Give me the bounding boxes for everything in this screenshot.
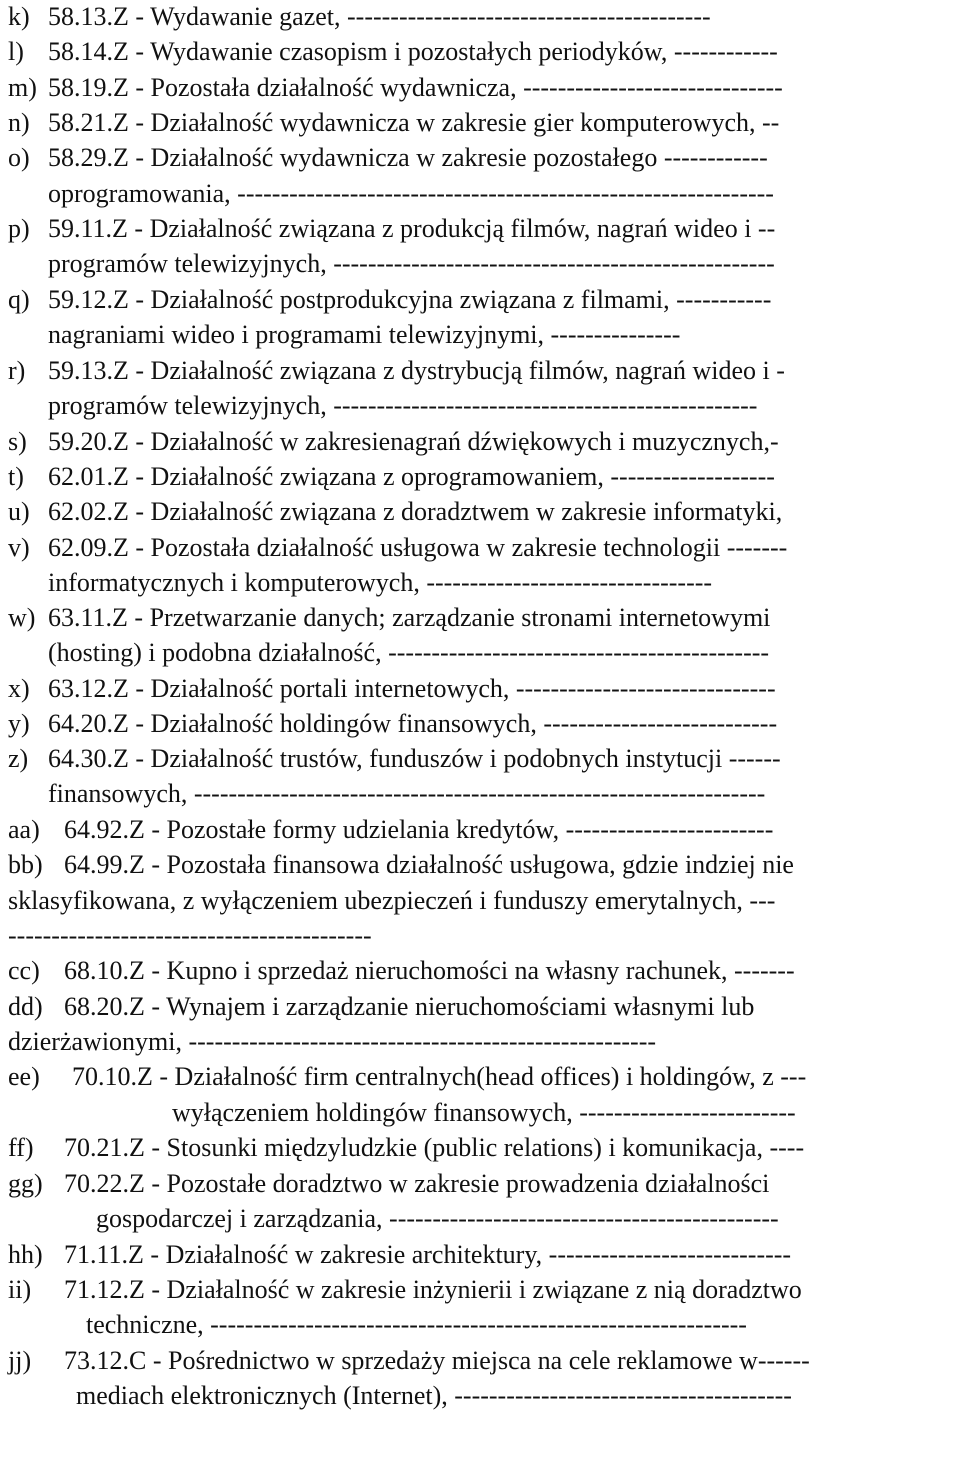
list-item-text: techniczne, -------------------------------------------------------------- [86, 1310, 747, 1339]
document-line [0, 1096, 960, 1130]
list-item-label: r) [8, 356, 26, 385]
list-item-label: n) [8, 108, 30, 137]
document-line [0, 318, 960, 352]
list-item-text: 68.10.Z - Kupno i sprzedaż nieruchomości na własny rachunek, ------- [64, 956, 795, 985]
list-item-label: hh) [8, 1240, 43, 1269]
document-line [0, 742, 960, 776]
document-line [0, 460, 960, 494]
document-line [0, 1238, 960, 1272]
list-item-label: t) [8, 462, 24, 491]
list-item-label: w) [8, 603, 36, 632]
list-item-text: 71.12.Z - Działalność w zakresie inżynierii i związane z nią doradztwo [64, 1275, 802, 1304]
list-item-label: q) [8, 285, 30, 314]
document-line [0, 0, 960, 34]
list-item-text: 58.14.Z - Wydawanie czasopism i pozostałych periodyków, ------------ [48, 37, 778, 66]
document-line [0, 884, 960, 918]
list-item-text: nagraniami wideo i programami telewizyjnymi, --------------- [48, 320, 681, 349]
list-item-text: 71.11.Z - Działalność w zakresie architektury, ---------------------------- [64, 1240, 792, 1269]
list-item-text: 68.20.Z - Wynajem i zarządzanie nieruchomościami własnymi lub [64, 992, 755, 1021]
document-line [0, 106, 960, 140]
list-item-text: 59.11.Z - Działalność związana z produkcją filmów, nagrań wideo i -- [48, 214, 776, 243]
list-item-text: (hosting) i podobna działalność, -------------------------------------------- [48, 638, 770, 667]
document-line [0, 566, 960, 600]
document-line [0, 1202, 960, 1236]
document-line [0, 1060, 960, 1094]
list-item-label: ee) [8, 1062, 40, 1091]
list-item-text: 59.12.Z - Działalność postprodukcyjna związana z filmami, ----------- [48, 285, 772, 314]
list-item-text: 62.02.Z - Działalność związana z doradztwem w zakresie informatyki, [48, 497, 783, 526]
list-item-label: jj) [8, 1346, 32, 1375]
list-item-label: x) [8, 674, 30, 703]
list-item-text: 58.29.Z - Działalność wydawnicza w zakresie pozostałego ------------ [48, 143, 768, 172]
list-item-text: 64.99.Z - Pozostała finansowa działalność usługowa, gdzie indziej nie [64, 850, 794, 879]
document-line [0, 354, 960, 388]
document-line [0, 1344, 960, 1378]
list-item-text: 63.11.Z - Przetwarzanie danych; zarządzanie stronami internetowymi [48, 603, 771, 632]
list-item-text: 64.30.Z - Działalność trustów, funduszów i podobnych instytucji ------ [48, 744, 781, 773]
document-line [0, 71, 960, 105]
list-item-label: u) [8, 497, 30, 526]
document-line [0, 848, 960, 882]
document-line [0, 425, 960, 459]
document-line [0, 531, 960, 565]
document-line [0, 1308, 960, 1342]
document-line [0, 283, 960, 317]
document-line [0, 636, 960, 670]
list-item-text: 64.92.Z - Pozostałe formy udzielania kredytów, ------------------------ [64, 815, 774, 844]
document-line [0, 777, 960, 811]
document-line [0, 813, 960, 847]
list-item-label: m) [8, 73, 37, 102]
list-item-text: 59.20.Z - Działalność w zakresienagrań dźwiękowych i muzycznych,- [48, 427, 779, 456]
list-item-label: k) [8, 2, 30, 31]
list-item-text: programów telewizyjnych, --------------------------------------------------- [48, 249, 775, 278]
document-line [0, 1167, 960, 1201]
document-line [0, 141, 960, 175]
list-item-label: p) [8, 214, 30, 243]
document-line [0, 1025, 960, 1059]
document-line [0, 1273, 960, 1307]
list-item-label: ii) [8, 1275, 32, 1304]
document-line [0, 1379, 960, 1413]
list-item-text: 62.09.Z - Pozostała działalność usługowa w zakresie technologii ------- [48, 533, 788, 562]
document-line [0, 212, 960, 246]
list-item-text: 62.01.Z - Działalność związana z oprogramowaniem, ------------------- [48, 462, 775, 491]
list-item-label: dd) [8, 992, 43, 1021]
list-item-text: 58.13.Z - Wydawanie gazet, ------------------------------------------ [48, 2, 711, 31]
document-line [0, 389, 960, 423]
document-line [0, 954, 960, 988]
list-item-text: programów telewizyjnych, ------------------------------------------------- [48, 391, 758, 420]
document-line [0, 35, 960, 69]
list-item-text: oprogramowania, -------------------------------------------------------------- [48, 179, 774, 208]
list-item-label: l) [8, 37, 24, 66]
document-line [0, 672, 960, 706]
list-item-label: gg) [8, 1169, 43, 1198]
list-item-label: y) [8, 709, 30, 738]
list-item-text: finansowych, ------------------------------------------------------------------ [48, 779, 766, 808]
document-line [0, 707, 960, 741]
list-item-text: 58.21.Z - Działalność wydawnicza w zakresie gier komputerowych, -- [48, 108, 780, 137]
list-item-text: 64.20.Z - Działalność holdingów finansowych, --------------------------- [48, 709, 778, 738]
list-item-text: 70.22.Z - Pozostałe doradztwo w zakresie prowadzenia działalności [64, 1169, 770, 1198]
list-item-text: gospodarczej i zarządzania, --------------------------------------------- [96, 1204, 779, 1233]
list-item-label: o) [8, 143, 30, 172]
document-line [0, 495, 960, 529]
list-item-text: 58.19.Z - Pozostała działalność wydawnicza, ------------------------------ [48, 73, 783, 102]
list-item-text: ------------------------------------------ [8, 921, 372, 950]
document-line [0, 601, 960, 635]
list-item-label: s) [8, 427, 27, 456]
document-line [0, 990, 960, 1024]
document-line [0, 1131, 960, 1165]
list-item-text: 59.13.Z - Działalność związana z dystrybucją filmów, nagrań wideo i - [48, 356, 785, 385]
list-item-label: bb) [8, 850, 43, 879]
list-item-text: informatycznych i komputerowych, --------------------------------- [48, 568, 713, 597]
list-item-text: 73.12.C - Pośrednictwo w sprzedaży miejsca na cele reklamowe w------ [64, 1346, 810, 1375]
list-item-text: mediach elektronicznych (Internet), --------------------------------------- [76, 1381, 792, 1410]
list-item-text: sklasyfikowana, z wyłączeniem ubezpieczeń i funduszy emerytalnych, --- [8, 886, 776, 915]
document-line [0, 177, 960, 211]
list-item-text: 63.12.Z - Działalność portali internetowych, ------------------------------ [48, 674, 776, 703]
list-item-label: v) [8, 533, 30, 562]
list-item-text: 70.10.Z - Działalność firm centralnych(head offices) i holdingów, z --- [72, 1062, 807, 1091]
list-item-text: wyłączeniem holdingów finansowych, ------------------------- [172, 1098, 796, 1127]
list-item-text: 70.21.Z - Stosunki międzyludzkie (public relations) i komunikacja, ---- [64, 1133, 805, 1162]
document-line [0, 247, 960, 281]
list-item-text: dzierżawionymi, ------------------------------------------------------ [8, 1027, 657, 1056]
document-line [0, 919, 960, 953]
list-item-label: aa) [8, 815, 40, 844]
list-item-label: z) [8, 744, 29, 773]
list-item-label: ff) [8, 1133, 34, 1162]
list-item-label: cc) [8, 956, 40, 985]
